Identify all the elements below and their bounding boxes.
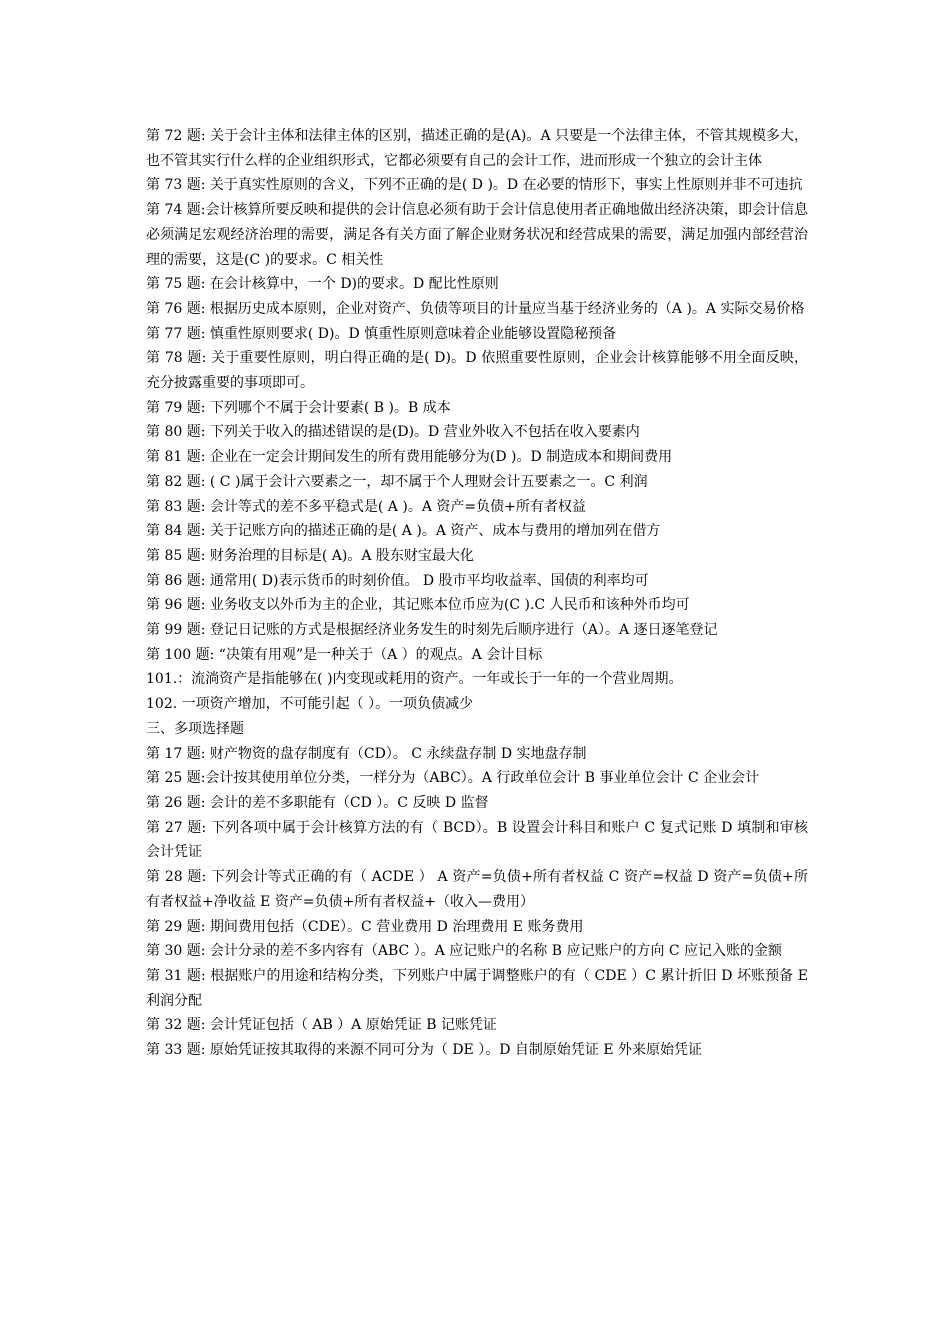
paragraph-q80: 第 80 题: 下列关于收入的描述错误的是(D)。D 营业外收入不包括在收入要素内 <box>146 424 640 441</box>
paragraph-q96: 第 96 题: 业务收支以外币为主的企业，其记账本位币应为(C ).C 人民币和该种外币均可 <box>146 597 690 614</box>
paragraph-mq32: 第 32 题: 会计凭证包括（ AB ）A 原始凭证 B 记账凭证 <box>146 1017 497 1034</box>
paragraph-q100: 第 100 题: “决策有用观”是一种关于（A ）的观点。A 会计目标 <box>146 646 543 663</box>
paragraph-mq33: 第 33 题: 原始凭证按其取得的来源不同可分为（ DE ）。D 自制原始凭证 E 外来原始凭证 <box>146 1042 703 1059</box>
paragraph-q82: 第 82 题: ( C )属于会计六要素之一，却不属于个人理财会计五要素之一。C 利润 <box>146 473 648 490</box>
paragraph-q101: 101.：流淌资产是指能够在( )内变现或耗用的资产。一年或长于一年的一个营业周期。 <box>146 671 683 688</box>
paragraph-mq25: 第 25 题:会计按其使用单位分类，一样分为（ABC）。A 行政单位会计 B 事业单位会计 C 企业会计 <box>146 770 760 787</box>
paragraph-q75: 第 75 题: 在会计核算中，一个 D)的要求。D 配比性原则 <box>146 276 499 293</box>
paragraph-mq26: 第 26 题: 会计的差不多职能有（CD ）。C 反映 D 监督 <box>146 794 489 811</box>
paragraph-q72: 第 72 题: 关于会计主体和法律主体的区别，描述正确的是(A)。A 只要是一个法律主体，不管其规模多大，也不管其实行什么样的企业组织形式，它都必须要有自己的会计工作，进而形成一个独立的会计主体 <box>146 128 808 169</box>
section-heading-multiple-choice: 三、多项选择题 <box>146 720 244 737</box>
paragraph-q73: 第 73 题: 关于真实性原则的含义，下列不正确的是( D )。D 在必要的情形下，事实上性原则并非不可违抗 <box>146 177 803 194</box>
paragraph-q76: 第 76 题: 根据历史成本原则，企业对资产、负债等项目的计量应当基于经济业务的（A )。A 实际交易价格 <box>146 300 805 317</box>
paragraph-q74: 第 74 题:会计核算所要反映和提供的会计信息必须有助于会计信息使用者正确地做出经济决策，即会计信息必须满足宏观经济治理的需要，满足各有关方面了解企业财务状况和经营成果的需要，满足加强内部经营治理的需要，这是(C )的要求。C 相关性 <box>146 202 808 268</box>
paragraph-mq30: 第 30 题: 会计分录的差不多内容有（ABC ）。A 应记账户的名称 B 应记账户的方向 C 应记入账的金额 <box>146 943 783 960</box>
document-page <box>146 124 808 1063</box>
paragraph-q78: 第 78 题: 关于重要性原则，明白得正确的是( D)。D 依照重要性原则，企业会计核算能够不用全面反映，充分披露重要的事项即可。 <box>146 350 808 392</box>
paragraph-q81: 第 81 题: 企业在一定会计期间发生的所有费用能够分为(D )。D 制造成本和期间费用 <box>146 449 673 466</box>
paragraph-q85: 第 85 题: 财务治理的目标是( A)。A 股东财宝最大化 <box>146 547 474 564</box>
paragraph-q77: 第 77 题: 慎重性原则要求( D)。D 慎重性原则意味着企业能够设置隐秘预备 <box>146 325 617 342</box>
paragraph-mq31: 第 31 题: 根据账户的用途和结构分类，下列账户中属于调整账户的有（ CDE ）C 累计折旧 D 坏账预备 E 利润分配 <box>146 967 808 1009</box>
paragraph-mq29: 第 29 题: 期间费用包括（CDE）。C 营业费用 D 治理费用 E 账务费用 <box>146 918 584 935</box>
paragraph-q79: 第 79 题: 下列哪个不属于会计要素( B )。B 成本 <box>146 399 451 416</box>
paragraph-q84: 第 84 题: 关于记账方向的描述正确的是( A )。A 资产、成本与费用的增加列在借方 <box>146 523 661 540</box>
paragraph-q102: 102. 一项资产增加，不可能引起（ ）。一项负债减少 <box>146 696 474 713</box>
paragraph-mq17: 第 17 题: 财产物资的盘存制度有（CD）。 C 永续盘存制 D 实地盘存制 <box>146 745 587 762</box>
paragraph-q83: 第 83 题: 会计等式的差不多平稳式是( A )。A 资产=负债+所有者权益 <box>146 498 586 515</box>
paragraph-q86: 第 86 题: 通常用( D)表示货币的时刻价值。 D 股市平均收益率、国债的利率均可 <box>146 572 649 589</box>
paragraph-mq28: 第 28 题: 下列会计等式正确的有（ ACDE ） A 资产=负债+所有者权益 C 资产=权益 D 资产=负债+所有者权益+净收益 E 资产=负债+所有者权益+（收入—费用） <box>146 869 808 910</box>
paragraph-mq27: 第 27 题: 下列各项中属于会计核算方法的有（ BCD）。B 设置会计科目和账户 C 复式记账 D 填制和审核会计凭证 <box>146 819 808 861</box>
paragraph-q99: 第 99 题: 登记日记账的方式是根据经济业务发生的时刻先后顺序进行（A）。A 逐日逐笔登记 <box>146 622 718 639</box>
